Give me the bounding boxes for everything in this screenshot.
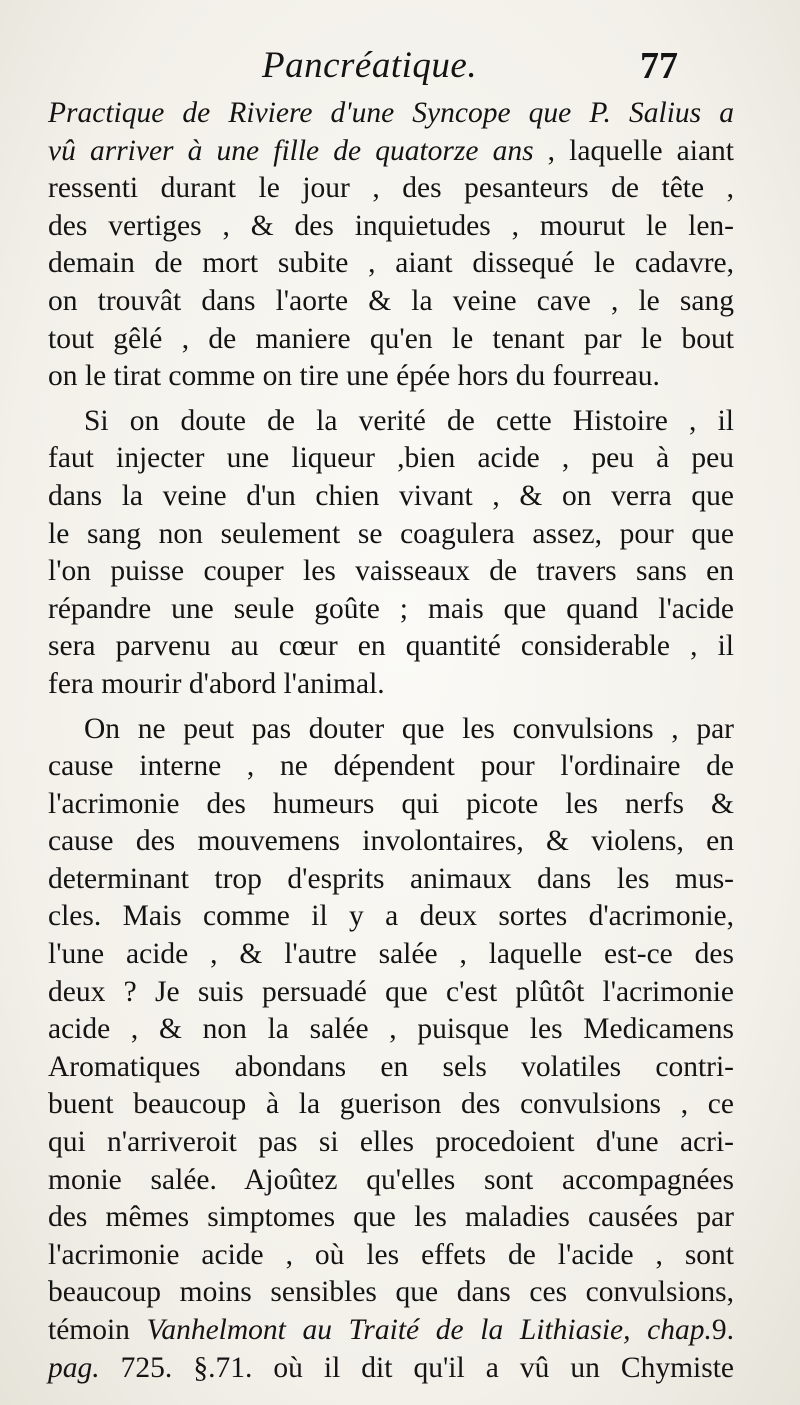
text-line [48, 1086, 734, 1124]
text-segment: répandre une seule goûte ; mais que quand l'acide [48, 592, 734, 625]
text-line [48, 823, 734, 861]
text-line [48, 936, 734, 974]
italic-text: vû arriver à une fille de quatorze ans [48, 134, 534, 167]
running-head [0, 44, 800, 94]
text-line [48, 786, 734, 824]
text-segment: on trouvât dans l'aorte & la veine cave , le sang [48, 284, 734, 317]
italic-text: Vanhelmont au Traité de la Lithiasie, chap. [146, 1314, 712, 1346]
text-segment: l'une acide , & l'autre salée , laquelle est-ce des [48, 938, 734, 971]
text-segment: l'on puisse couper les vaisseaux de travers sans en [48, 555, 734, 588]
text-line [48, 898, 734, 936]
text-segment: acide , & non la salée , puisque les Medicamens [48, 1013, 734, 1046]
text-line [48, 553, 734, 591]
text-line [48, 358, 734, 396]
paragraph-gap [48, 704, 734, 711]
text-line [48, 478, 734, 516]
text-segment: témoin [48, 1314, 147, 1346]
text-segment: l'acrimonie acide , où les effets de l'acide , sont [48, 1238, 734, 1271]
text-line [48, 1011, 734, 1049]
text-line [48, 1274, 734, 1312]
text-line [48, 1237, 734, 1275]
italic-text: Practique de Riviere d'une Syncope que P. Salius a [48, 97, 734, 129]
text-segment: buent beaucoup à la guerison des convulsions , ce [48, 1088, 734, 1121]
text-segment: cause interne , ne dépendent pour l'ordinaire de [48, 750, 734, 783]
text-segment: , laquelle aiant [533, 134, 734, 167]
text-line [48, 1199, 734, 1237]
text-segment: ressenti durant le jour , des pesanteurs de tête , [48, 172, 734, 205]
italic-text: pag. [48, 1351, 100, 1384]
text-segment: cause des mouvemens involontaires, & violens, en [48, 825, 734, 858]
text-segment: demain de mort subite , aiant dissequé le cadavre, [48, 247, 734, 280]
text-segment: faut injecter une liqueur ,bien acide , peu à peu [48, 442, 734, 475]
paragraph [48, 95, 734, 396]
text-line [48, 628, 734, 666]
text-line [48, 95, 734, 133]
text-line [48, 748, 734, 786]
paragraph-gap [48, 396, 734, 403]
text-line [48, 321, 734, 359]
text-segment: deux ? Je suis persuadé que c'est plûtôt l'acrimonie [48, 975, 734, 1008]
text-segment: sera parvenu au cœur en quantité considerable , il [48, 630, 734, 663]
text-line [48, 245, 734, 283]
text-segment: On ne peut pas douter que les convulsions , par [84, 712, 734, 745]
text-line [48, 403, 734, 441]
text-line [48, 1312, 734, 1350]
text-segment: 725. §.71. où il dit qu'il a vû un Chymiste [99, 1351, 734, 1384]
text-segment: 9. [711, 1314, 734, 1346]
running-title: Pancréatique. [262, 45, 478, 86]
paragraph [48, 711, 734, 1388]
text-segment: cles. Mais comme il y a deux sortes d'acrimonie, [48, 900, 734, 933]
text-line [48, 861, 734, 899]
text-segment: monie salée. Ajoûtez qu'elles sont accompagnées [48, 1163, 734, 1196]
text-segment: Si on doute de la verité de cette Histoire , il [84, 404, 734, 437]
text-segment: beaucoup moins sensibles que dans ces convulsions, [48, 1276, 734, 1309]
text-line [48, 711, 734, 749]
text-line [48, 133, 734, 171]
text-segment: determinant trop d'esprits animaux dans les mus- [48, 862, 734, 895]
text-segment: des mêmes simptomes que les maladies causées par [48, 1201, 734, 1234]
text-line [48, 1162, 734, 1200]
text-line [48, 1124, 734, 1162]
text-segment: on le tirat comme on tire une épée hors du fourreau. [48, 360, 660, 393]
text-line [48, 974, 734, 1012]
text-line [48, 666, 734, 704]
text-line [48, 591, 734, 629]
page-number: 77 [640, 45, 678, 87]
text-segment: tout gêlé , de maniere qu'en le tenant par le bout [48, 322, 734, 355]
text-line [48, 1350, 734, 1388]
body-text [48, 95, 734, 1387]
text-line [48, 440, 734, 478]
text-segment: dans la veine d'un chien vivant , & on verra que [48, 479, 734, 512]
text-segment: Aromatiques abondans en sels volatiles contri- [48, 1050, 734, 1083]
text-line [48, 1049, 734, 1087]
text-line [48, 208, 734, 246]
text-segment: qui n'arriveroit pas si elles procedoient d'une acri- [48, 1126, 734, 1159]
text-segment: des vertiges , & des inquietudes , mourut le len- [48, 209, 734, 242]
text-segment: fera mourir d'abord l'animal. [48, 667, 385, 700]
paragraph [48, 403, 734, 704]
text-segment: le sang non seulement se coagulera assez, pour que [48, 517, 734, 550]
text-line [48, 170, 734, 208]
text-line [48, 283, 734, 321]
text-segment: l'acrimonie des humeurs qui picote les nerfs & [48, 787, 734, 820]
text-line [48, 516, 734, 554]
